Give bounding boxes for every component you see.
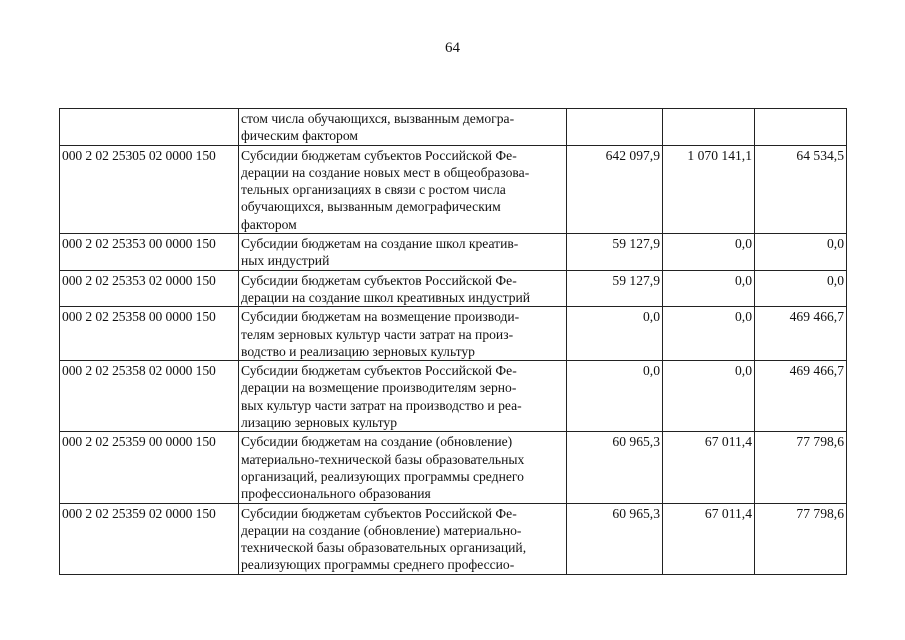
budget-code-cell <box>60 109 239 146</box>
amount-cell-v2: 0,0 <box>663 270 755 307</box>
description-line: фическим фактором <box>241 128 358 144</box>
amount-cell-v1 <box>567 109 663 146</box>
amount-cell-v3: 469 466,7 <box>755 307 847 361</box>
table-row <box>60 361 847 432</box>
amount-cell-v3: 0,0 <box>755 270 847 307</box>
description-cell <box>239 432 567 503</box>
description-line: ных индустрий <box>241 253 330 269</box>
description-line: тельных организациях в связи с ростом числа <box>241 182 506 198</box>
amount-cell-v3: 0,0 <box>755 234 847 271</box>
description-line: фактором <box>241 216 297 232</box>
amount-cell-v3: 469 466,7 <box>755 361 847 432</box>
description-cell <box>239 109 567 146</box>
description-line: Субсидии бюджетам субъектов Российской Фе- <box>241 363 517 379</box>
description-cell <box>239 234 567 271</box>
amount-cell-v1: 59 127,9 <box>567 270 663 307</box>
description-line: организаций, реализующих программы среднего <box>241 468 524 484</box>
description-cell <box>239 145 567 233</box>
table-body <box>60 109 847 575</box>
description-line: обучающихся, вызванным демографическим <box>241 199 501 215</box>
budget-code-cell: 000 2 02 25305 02 0000 150 <box>60 145 239 233</box>
description-line: Субсидии бюджетам на возмещение производи- <box>241 309 520 325</box>
description-line: Субсидии бюджетам на создание (обновление) <box>241 434 513 450</box>
budget-table <box>59 108 847 575</box>
description-line: профессионального образования <box>241 486 431 502</box>
amount-cell-v3: 77 798,6 <box>755 503 847 574</box>
amount-cell-v1: 0,0 <box>567 361 663 432</box>
description-cell <box>239 361 567 432</box>
description-line: Субсидии бюджетам субъектов Российской Фе- <box>241 147 517 163</box>
budget-code-cell: 000 2 02 25358 02 0000 150 <box>60 361 239 432</box>
description-line: водство и реализацию зерновых культур <box>241 343 475 359</box>
table-row <box>60 145 847 233</box>
amount-cell-v2: 1 070 141,1 <box>663 145 755 233</box>
amount-cell-v3: 77 798,6 <box>755 432 847 503</box>
amount-cell-v1: 60 965,3 <box>567 503 663 574</box>
table-row <box>60 432 847 503</box>
page-number: 64 <box>445 40 460 56</box>
amount-cell-v2: 0,0 <box>663 234 755 271</box>
amount-cell-v2: 67 011,4 <box>663 432 755 503</box>
description-line: лизацию зерновых культур <box>241 415 398 431</box>
table-row <box>60 307 847 361</box>
amount-cell-v2: 67 011,4 <box>663 503 755 574</box>
description-line: дерации на создание новых мест в общеобразова- <box>241 164 530 180</box>
description-line: Субсидии бюджетам субъектов Российской Фе- <box>241 272 517 288</box>
table-row <box>60 270 847 307</box>
budget-code-cell: 000 2 02 25353 02 0000 150 <box>60 270 239 307</box>
description-line: реализующих программы среднего профессио- <box>241 557 515 573</box>
description-line: телям зерновых культур части затрат на произ- <box>241 326 514 342</box>
budget-code-cell: 000 2 02 25353 00 0000 150 <box>60 234 239 271</box>
amount-cell-v2: 0,0 <box>663 361 755 432</box>
description-line: вых культур части затрат на производство и реа- <box>241 397 522 413</box>
table-row <box>60 109 847 146</box>
description-line: дерации на возмещение производителям зерно- <box>241 380 517 396</box>
description-line: дерации на создание (обновление) материально- <box>241 522 522 538</box>
amount-cell-v1: 0,0 <box>567 307 663 361</box>
description-line: Субсидии бюджетам на создание школ креатив- <box>241 236 519 252</box>
amount-cell-v3 <box>755 109 847 146</box>
description-cell <box>239 503 567 574</box>
budget-code-cell: 000 2 02 25359 02 0000 150 <box>60 503 239 574</box>
amount-cell-v3: 64 534,5 <box>755 145 847 233</box>
table-row <box>60 234 847 271</box>
description-line: технической базы образовательных организаций, <box>241 540 527 556</box>
amount-cell-v1: 642 097,9 <box>567 145 663 233</box>
amount-cell-v2: 0,0 <box>663 307 755 361</box>
description-cell <box>239 270 567 307</box>
amount-cell-v1: 59 127,9 <box>567 234 663 271</box>
budget-code-cell: 000 2 02 25358 00 0000 150 <box>60 307 239 361</box>
description-line: дерации на создание школ креативных индустрий <box>241 289 531 305</box>
table-row <box>60 503 847 574</box>
description-cell <box>239 307 567 361</box>
description-line: стом числа обучающихся, вызванным демогра- <box>241 111 515 126</box>
amount-cell-v1: 60 965,3 <box>567 432 663 503</box>
description-line: Субсидии бюджетам субъектов Российской Фе- <box>241 505 517 521</box>
amount-cell-v2 <box>663 109 755 146</box>
budget-code-cell: 000 2 02 25359 00 0000 150 <box>60 432 239 503</box>
description-line: материально-технической базы образовательных <box>241 451 525 467</box>
